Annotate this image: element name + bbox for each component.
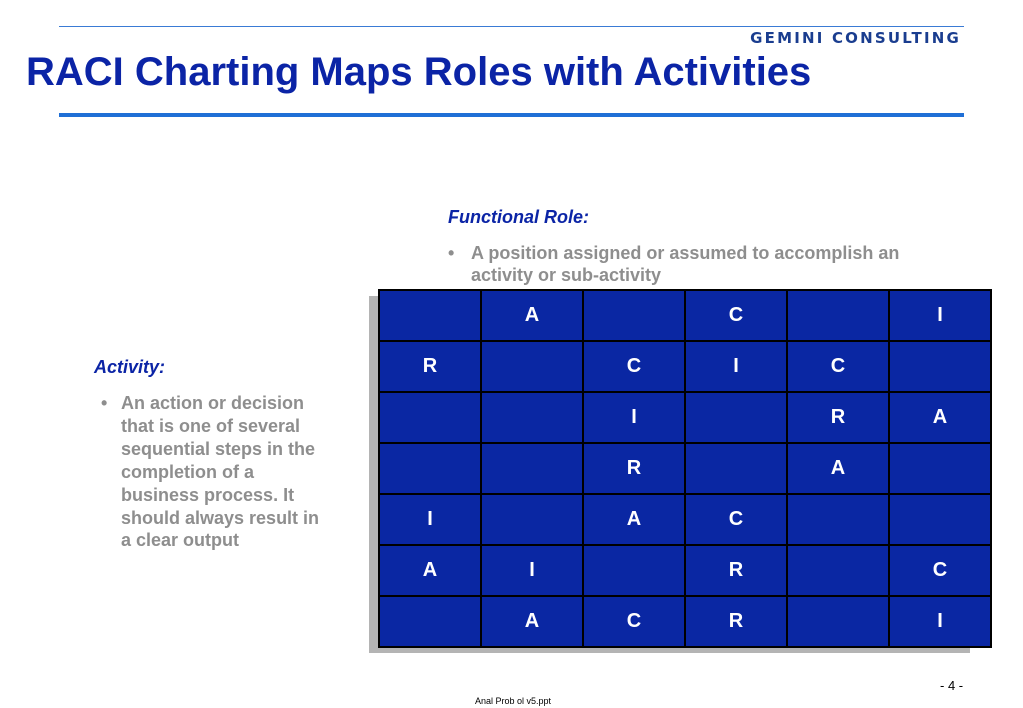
- raci-cell: A: [583, 494, 685, 545]
- raci-row: [379, 341, 991, 392]
- raci-cell: C: [583, 341, 685, 392]
- raci-cell: [889, 443, 991, 494]
- raci-cell: R: [583, 443, 685, 494]
- raci-cell: A: [481, 290, 583, 341]
- raci-row: [379, 392, 991, 443]
- raci-cell: C: [583, 596, 685, 647]
- brand-logo: GEMINI CONSULTING: [750, 29, 961, 47]
- page-number: - 4 -: [940, 678, 964, 693]
- raci-grid: [378, 289, 992, 648]
- functional-role-text: A position assigned or assumed to accomplish an activity or sub-activity: [471, 243, 900, 285]
- raci-row: [379, 596, 991, 647]
- raci-cell: C: [685, 494, 787, 545]
- raci-row: [379, 290, 991, 341]
- raci-cell: [787, 290, 889, 341]
- raci-cell: C: [889, 545, 991, 596]
- raci-cell: R: [787, 392, 889, 443]
- raci-cell: [379, 596, 481, 647]
- raci-cell: I: [583, 392, 685, 443]
- bullet-icon: •: [448, 243, 455, 263]
- activity-text: An action or decision that is one of several sequential steps in the completion of a business process. It should always result in a clear output: [121, 393, 320, 551]
- functional-role-definition: [448, 242, 962, 286]
- raci-row: [379, 443, 991, 494]
- raci-cell: [787, 545, 889, 596]
- raci-cell: [889, 341, 991, 392]
- raci-cell: I: [379, 494, 481, 545]
- activity-heading: Activity:: [94, 357, 166, 377]
- raci-cell: A: [379, 545, 481, 596]
- raci-cell: R: [685, 596, 787, 647]
- raci-cell: [481, 443, 583, 494]
- raci-row: [379, 494, 991, 545]
- raci-cell: C: [685, 290, 787, 341]
- raci-cell: [379, 290, 481, 341]
- title-rule: [59, 113, 964, 117]
- raci-cell: [379, 392, 481, 443]
- raci-cell: I: [889, 290, 991, 341]
- raci-cell: [787, 596, 889, 647]
- top-rule: [59, 26, 964, 27]
- raci-cell: I: [481, 545, 583, 596]
- raci-cell: A: [481, 596, 583, 647]
- page-title: RACI Charting Maps Roles with Activities: [26, 50, 812, 94]
- raci-cell: [379, 443, 481, 494]
- activity-definition: [101, 392, 327, 552]
- raci-cell: [583, 545, 685, 596]
- functional-role-heading: Functional Role:: [448, 207, 589, 227]
- raci-cell: R: [379, 341, 481, 392]
- raci-cell: [481, 392, 583, 443]
- raci-cell: [481, 494, 583, 545]
- raci-cell: C: [787, 341, 889, 392]
- bullet-icon: •: [101, 393, 108, 413]
- raci-cell: A: [787, 443, 889, 494]
- raci-cell: R: [685, 545, 787, 596]
- raci-cell: I: [685, 341, 787, 392]
- raci-cell: [685, 392, 787, 443]
- footer-filename: Anal Prob ol v5.ppt: [475, 696, 552, 706]
- raci-cell: [889, 494, 991, 545]
- raci-cell: A: [889, 392, 991, 443]
- raci-cell: I: [889, 596, 991, 647]
- raci-row: [379, 545, 991, 596]
- raci-cell: [787, 494, 889, 545]
- raci-cell: [685, 443, 787, 494]
- raci-cell: [481, 341, 583, 392]
- raci-cell: [583, 290, 685, 341]
